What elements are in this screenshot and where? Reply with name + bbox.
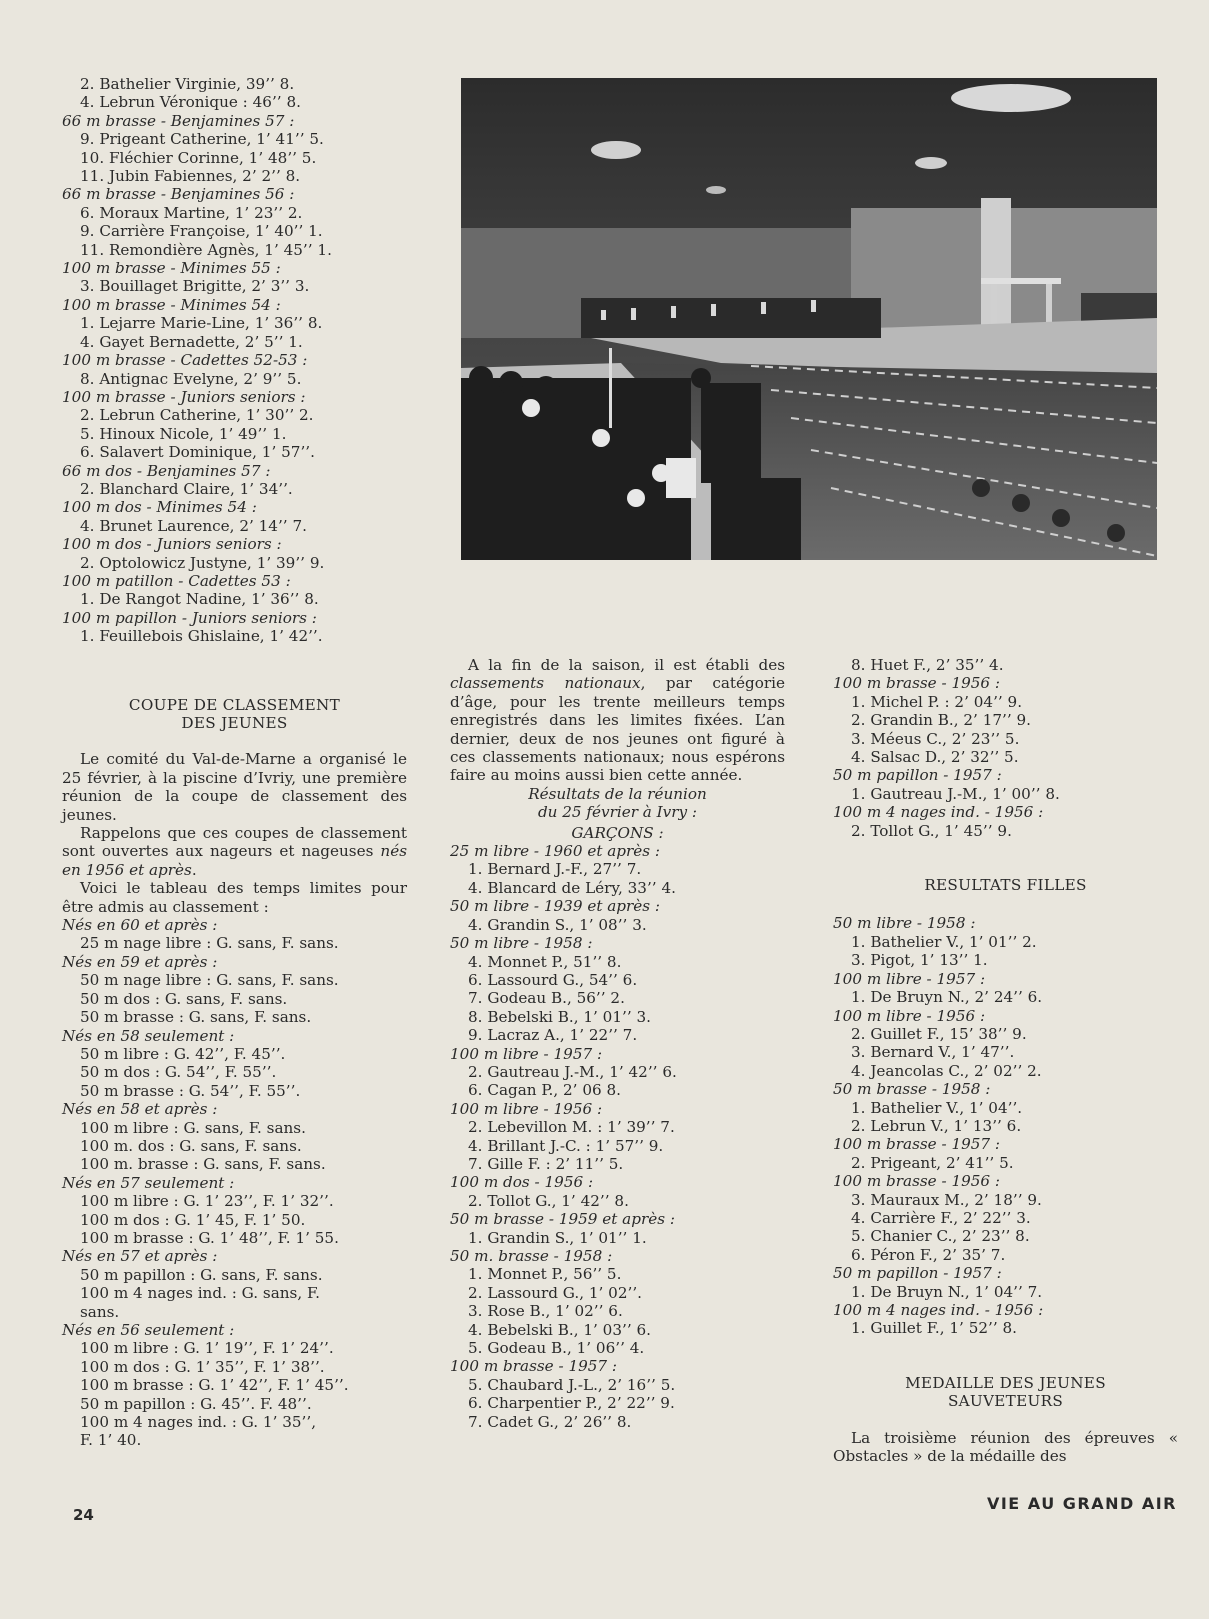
results-title-line1: Résultats de la réunion [528, 784, 707, 803]
column-3 [833, 656, 1178, 1465]
filles-result-entry: 1. De Bruyn N., 1’ 04’’ 7. [851, 1282, 1043, 1301]
coupe-heading-line2: DES JEUNES [181, 714, 288, 732]
limit-entry: 100 m libre : G. sans, F. sans. [80, 1118, 306, 1137]
classements-paragraph-start: A la fin de la saison, il est établi des [468, 656, 785, 674]
limit-subheading: Nés en 58 seulement : [62, 1026, 235, 1045]
result-entry: 2. Bathelier Virginie, 39’’ 8. [80, 75, 295, 93]
garcons-result-entry: 7. Gille F. : 2’ 11’’ 5. [468, 1154, 624, 1173]
limit-entry: 100 m libre : G. 1’ 19’’, F. 1’ 24’’. [80, 1339, 334, 1358]
garcons-result-entry: 8. Bebelski B., 1’ 01’’ 3. [468, 1007, 651, 1026]
coupe-paragraph-2-start: Rappelons que ces coupes de classement sont ouvertes aux nageurs et nageuses [62, 824, 407, 861]
result-subheading: 66 m brasse - Benjamines 57 : [62, 111, 295, 130]
garcons-result-entry: 7. Godeau B., 56’’ 2. [468, 989, 625, 1008]
garcons-results-list [450, 842, 785, 1431]
result-subheading: 100 m papillon - Juniors seniors : [62, 608, 317, 627]
garcons-result-entry: 1. Gautreau J.-M., 1’ 00’’ 8. [851, 784, 1060, 803]
filles-result-entry: 3. Mauraux M., 2’ 18’’ 9. [851, 1190, 1042, 1209]
filles-result-entry: 6. Péron F., 2’ 35’ 7. [851, 1245, 1006, 1264]
garcons-result-subheading: 100 m brasse - 1956 : [833, 674, 1001, 693]
limit-subheading: Nés en 57 seulement : [62, 1173, 235, 1192]
limit-subheading: Nés en 58 et après : [62, 1100, 218, 1119]
garcons-result-subheading: 100 m dos - 1956 : [450, 1173, 594, 1192]
result-entry: 6. Salavert Dominique, 1’ 57’’. [80, 443, 315, 462]
filles-result-entry: 4. Carrière F., 2’ 22’’ 3. [851, 1208, 1031, 1227]
result-entry: 3. Bouillaget Brigitte, 2’ 3’’ 3. [80, 277, 310, 296]
result-entry: 1. Feuillebois Ghislaine, 1’ 42’’. [80, 627, 323, 646]
filles-results-list [833, 914, 1178, 1337]
garcons-result-subheading: 100 m 4 nages ind. - 1956 : [833, 803, 1044, 822]
result-subheading: 100 m brasse - Juniors seniors : [62, 387, 306, 406]
result-subheading: 100 m dos - Juniors seniors : [62, 535, 282, 554]
column-2 [450, 656, 785, 1431]
results-title [450, 785, 785, 822]
garcons-result-entry: 4. Blancard de Léry, 33’’ 4. [468, 878, 676, 897]
filles-result-subheading: 50 m papillon - 1957 : [833, 1264, 1002, 1283]
limit-entry: 50 m papillon : G. 45’’. F. 48’’. [80, 1394, 312, 1413]
garcons-result-subheading: 50 m libre - 1939 et après : [450, 897, 661, 916]
medaille-paragraph: La troisième réunion des épreuves « Obstacles » de la médaille des [833, 1428, 1178, 1466]
result-subheading: 100 m brasse - Cadettes 52-53 : [62, 351, 308, 370]
result-entry: 2. Optolowicz Justyne, 1’ 39’’ 9. [80, 553, 325, 572]
garcons-result-entry: 6. Charpentier P., 2’ 22’’ 9. [468, 1394, 675, 1413]
garcons-result-subheading: 25 m libre - 1960 et après : [450, 842, 661, 861]
limit-entry: 50 m brasse : G. sans, F. sans. [80, 1008, 312, 1027]
coupe-heading-line1: COUPE DE CLASSEMENT [128, 695, 341, 714]
col1-top-list [62, 75, 407, 646]
garcons-result-entry: 1. Grandin S., 1’ 01’’ 1. [468, 1228, 647, 1247]
filles-result-entry: 4. Jeancolas C., 2’ 02’’ 2. [851, 1061, 1042, 1080]
result-subheading: 100 m patillon - Cadettes 53 : [62, 571, 291, 590]
filles-result-entry: 2. Guillet F., 15’ 38’’ 9. [851, 1024, 1027, 1043]
result-entry: 8. Antignac Evelyne, 2’ 9’’ 5. [80, 369, 302, 388]
filles-result-entry: 2. Lebrun V., 1’ 13’’ 6. [851, 1116, 1022, 1135]
garcons-result-entry: 2. Gautreau J.-M., 1’ 42’’ 6. [468, 1062, 677, 1081]
garcons-result-subheading: 100 m libre - 1956 : [450, 1099, 603, 1118]
garcons-result-entry: 2. Tollot G., 1’ 42’’ 8. [468, 1191, 629, 1210]
limit-entry: 50 m brasse : G. 54’’, F. 55’’. [80, 1081, 301, 1100]
coupe-paragraph-2-italic: nés en 1956 et après [62, 842, 407, 879]
limit-entry: 50 m dos : G. sans, F. sans. [80, 989, 288, 1008]
filles-result-subheading: 100 m libre - 1957 : [833, 969, 986, 988]
garcons-result-subheading: 100 m libre - 1957 : [450, 1044, 603, 1063]
limit-entry: 100 m dos : G. 1’ 45, F. 1’ 50. [80, 1210, 306, 1229]
garcons-result-entry: 7. Cadet G., 2’ 26’’ 8. [468, 1412, 632, 1431]
filles-result-entry: 3. Pigot, 1’ 13’’ 1. [851, 951, 988, 970]
garcons-result-entry: 4. Salsac D., 2’ 32’’ 5. [851, 748, 1019, 767]
result-subheading: 100 m brasse - Minimes 54 : [62, 295, 281, 314]
garcons-result-entry: 2. Lassourd G., 1’ 02’’. [468, 1283, 642, 1302]
limit-entry: 50 m nage libre : G. sans, F. sans. [80, 971, 339, 990]
filles-result-entry: 5. Chanier C., 2’ 23’’ 8. [851, 1227, 1030, 1246]
column-1 [62, 75, 407, 1450]
limit-entry: 100 m. brasse : G. sans, F. sans. [80, 1155, 326, 1174]
pool-photo [461, 78, 1157, 560]
garcons-result-entry: 1. Monnet P., 56’’ 5. [468, 1265, 622, 1284]
garcons-result-subheading: 50 m. brasse - 1958 : [450, 1247, 613, 1265]
garcons-result-entry: 4. Monnet P., 51’’ 8. [468, 952, 622, 971]
filles-result-subheading: 100 m brasse - 1957 : [833, 1135, 1001, 1154]
garcons-result-entry: 3. Méeus C., 2’ 23’’ 5. [851, 729, 1020, 748]
garcons-result-entry: 1. Bernard J.-F., 27’’ 7. [468, 860, 642, 879]
filles-result-subheading: 50 m libre - 1958 : [833, 914, 976, 933]
filles-result-entry: 3. Bernard V., 1’ 47’’. [851, 1043, 1015, 1062]
filles-result-subheading: 50 m brasse - 1958 : [833, 1080, 991, 1099]
garcons-result-subheading: 50 m papillon - 1957 : [833, 766, 1002, 785]
limit-entry: 100 m dos : G. 1’ 35’’, F. 1’ 38’’. [80, 1357, 325, 1376]
garcons-result-entry: 6. Cagan P., 2’ 06 8. [468, 1081, 621, 1100]
result-entry: 10. Fléchier Corinne, 1’ 48’’ 5. [80, 148, 317, 167]
garcons-result-entry: 2. Tollot G., 1’ 45’’ 9. [851, 821, 1012, 840]
limit-entry: 50 m dos : G. 54’’, F. 55’’. [80, 1063, 277, 1082]
coupe-heading [62, 696, 407, 733]
result-entry: 2. Lebrun Catherine, 1’ 30’’ 2. [80, 406, 314, 425]
result-subheading: 66 m dos - Benjamines 57 : [62, 461, 271, 480]
result-entry: 4. Gayet Bernadette, 2’ 5’’ 1. [80, 332, 303, 351]
limit-entry: F. 1’ 40. [80, 1431, 142, 1450]
result-entry: 9. Carrière Françoise, 1’ 40’’ 1. [80, 222, 323, 241]
filles-result-entry: 1. Bathelier V., 1’ 01’’ 2. [851, 932, 1037, 951]
result-subheading: 66 m brasse - Benjamines 56 : [62, 185, 295, 204]
garcons-result-entry: 4. Brillant J.-C. : 1’ 57’’ 9. [468, 1136, 664, 1155]
limit-entry: 100 m libre : G. 1’ 23’’, F. 1’ 32’’. [80, 1192, 334, 1211]
garcons-result-entry: 6. Lassourd G., 54’’ 6. [468, 970, 638, 989]
limit-entry: 25 m nage libre : G. sans, F. sans. [80, 934, 339, 953]
limit-entry: 50 m libre : G. 42’’, F. 45’’. [80, 1044, 286, 1063]
coupe-paragraph-2 [62, 824, 407, 879]
magazine-footer-title: VIE AU GRAND AIR [986, 1494, 1177, 1513]
garcons-result-entry: 5. Chaubard J.-L., 2’ 16’’ 5. [468, 1375, 676, 1394]
limit-entry: sans. [80, 1302, 120, 1321]
limit-entry: 100 m. dos : G. sans, F. sans. [80, 1136, 302, 1155]
result-entry: 4. Brunet Laurence, 2’ 14’’ 7. [80, 516, 307, 535]
col1-limits-list [62, 916, 407, 1450]
result-subheading: 100 m brasse - Minimes 55 : [62, 259, 281, 278]
garcons-result-subheading: 50 m brasse - 1959 et après : [450, 1210, 675, 1229]
medaille-heading-line1: MEDAILLE DES JEUNES [905, 1373, 1106, 1392]
limit-subheading: Nés en 60 et après : [62, 916, 218, 935]
result-entry: 5. Hinoux Nicole, 1’ 49’’ 1. [80, 424, 287, 443]
garcons-result-entry: 1. Michel P. : 2’ 04’’ 9. [851, 692, 1023, 711]
limit-subheading: Nés en 57 et après : [62, 1247, 218, 1266]
medaille-heading-line2: SAUVETEURS [947, 1392, 1064, 1411]
result-entry: 2. Blanchard Claire, 1’ 34’’. [80, 479, 293, 498]
coupe-paragraph-3: Voici le tableau des temps limites pour être admis au classement : [62, 879, 407, 916]
garcons-heading: GARÇONS : [571, 823, 664, 842]
filles-result-entry: 1. De Bruyn N., 2’ 24’’ 6. [851, 988, 1043, 1007]
garcons-result-entry: 4. Grandin S., 1’ 08’’ 3. [468, 915, 647, 934]
coupe-paragraph-2-end: . [191, 860, 197, 879]
results-title-line2: du 25 février à Ivry : [537, 803, 698, 822]
garcons-result-subheading: 50 m libre - 1958 : [450, 934, 593, 953]
filles-result-entry: 1. Bathelier V., 1’ 04’’. [851, 1098, 1023, 1117]
result-entry: 11. Jubin Fabiennes, 2’ 2’’ 8. [80, 167, 301, 186]
garcons-result-entry: 9. Lacraz A., 1’ 22’’ 7. [468, 1026, 638, 1045]
page-number: 24 [73, 1506, 94, 1524]
limit-entry: 100 m 4 nages ind. : G. sans, F. [80, 1284, 320, 1303]
limit-subheading: Nés en 56 seulement : [62, 1321, 235, 1339]
garcons-result-entry: 3. Rose B., 1’ 02’’ 6. [468, 1302, 623, 1321]
limit-entry: 100 m brasse : G. 1’ 48’’, F. 1’ 55. [80, 1228, 339, 1247]
limit-entry: 100 m brasse : G. 1’ 42’’, F. 1’ 45’’. [80, 1376, 349, 1395]
classements-paragraph-end: , par catégorie d’âge, pour les trente meilleurs temps enregistrés dans les limites fixées. L’an dernier, deux de nos jeunes ont figuré à ces classements nationaux; nous espérons faire au moins aussi bien cette année. [450, 674, 785, 785]
result-entry: 6. Moraux Martine, 1’ 23’’ 2. [80, 203, 303, 222]
filles-result-subheading: 100 m libre - 1956 : [833, 1006, 986, 1025]
result-subheading: 100 m dos - Minimes 54 : [62, 498, 257, 517]
garcons-result-subheading: 100 m brasse - 1957 : [450, 1357, 618, 1376]
filles-result-subheading: 100 m brasse - 1956 : [833, 1172, 1001, 1191]
garcons-result-entry: 4. Bebelski B., 1’ 03’’ 6. [468, 1320, 651, 1339]
result-entry: 9. Prigeant Catherine, 1’ 41’’ 5. [80, 130, 324, 149]
result-entry: 1. Lejarre Marie-Line, 1’ 36’’ 8. [80, 314, 323, 333]
limit-subheading: Nés en 59 et après : [62, 952, 218, 971]
filles-heading: RESULTATS FILLES [924, 876, 1087, 895]
garcons-result-entry: 2. Grandin B., 2’ 17’’ 9. [851, 711, 1031, 730]
garcons-result-entry: 5. Godeau B., 1’ 06’’ 4. [468, 1339, 645, 1358]
filles-result-subheading: 100 m 4 nages ind. - 1956 : [833, 1301, 1044, 1319]
classements-paragraph-italic: classements nationaux [450, 674, 641, 693]
medaille-heading [833, 1374, 1178, 1411]
classements-paragraph [450, 656, 785, 785]
limit-entry: 100 m 4 nages ind. : G. 1’ 35’’, [80, 1413, 317, 1432]
garcons-result-entry: 2. Lebevillon M. : 1’ 39’’ 7. [468, 1118, 675, 1137]
filles-result-entry: 1. Guillet F., 1’ 52’’ 8. [851, 1319, 1017, 1338]
coupe-paragraph-1: Le comité du Val-de-Marne a organisé le 25 février, à la piscine d’Ivriy, une première réunion de la coupe de classement des jeunes. [62, 750, 407, 824]
garcons-result-entry: 8. Huet F., 2’ 35’’ 4. [851, 656, 1004, 674]
result-entry: 4. Lebrun Véronique : 46’’ 8. [80, 93, 301, 112]
result-entry: 11. Remondière Agnès, 1’ 45’’ 1. [80, 240, 332, 259]
filles-result-entry: 2. Prigeant, 2’ 41’’ 5. [851, 1153, 1014, 1172]
limit-entry: 50 m papillon : G. sans, F. sans. [80, 1265, 323, 1284]
result-entry: 1. De Rangot Nadine, 1’ 36’’ 8. [80, 590, 319, 609]
col3-results-list-a [833, 656, 1178, 840]
